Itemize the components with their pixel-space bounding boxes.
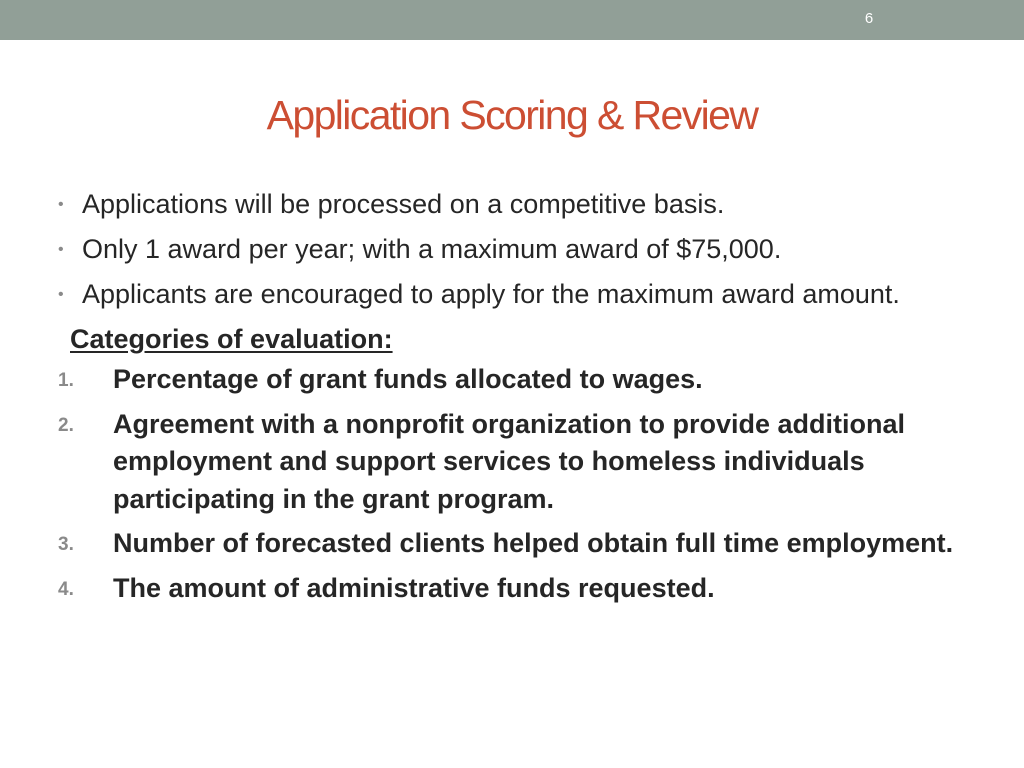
category-number: 2.	[58, 414, 74, 436]
category-item	[56, 570, 976, 608]
category-number: 4.	[58, 578, 74, 600]
bullet-item	[56, 276, 976, 313]
category-text: Agreement with a nonprofit organization to provide additional employment and support services to homeless individuals participating in the grant program.	[113, 408, 906, 514]
bullet-dot-icon: •	[58, 196, 64, 213]
category-item	[56, 406, 976, 519]
categories-heading: Categories of evaluation:	[70, 324, 393, 354]
bullet-dot-icon: •	[58, 241, 64, 258]
slide-number: 6	[864, 10, 874, 27]
bullet-text: Applications will be processed on a competitive basis.	[82, 189, 725, 219]
category-text: The amount of administrative funds requested.	[113, 572, 715, 603]
category-number: 1.	[58, 370, 74, 391]
category-text: Percentage of grant funds allocated to wages.	[113, 364, 703, 394]
categories-list	[56, 361, 976, 607]
category-item	[56, 361, 976, 399]
slide-title: Application Scoring & Review	[266, 92, 758, 138]
bullet-dot-icon: •	[58, 286, 64, 303]
bullet-list	[56, 186, 976, 313]
bullet-text: Only 1 award per year; with a maximum award of $75,000.	[82, 234, 782, 264]
category-number: 3.	[58, 534, 74, 555]
slide-body	[56, 186, 976, 614]
bullet-item	[56, 231, 976, 268]
header-bar	[0, 0, 1024, 40]
category-item	[56, 525, 976, 563]
bullet-text: Applicants are encouraged to apply for the maximum award amount.	[82, 279, 900, 309]
category-text: Number of forecasted clients helped obtain full time employment.	[113, 528, 954, 558]
bullet-item	[56, 186, 976, 223]
